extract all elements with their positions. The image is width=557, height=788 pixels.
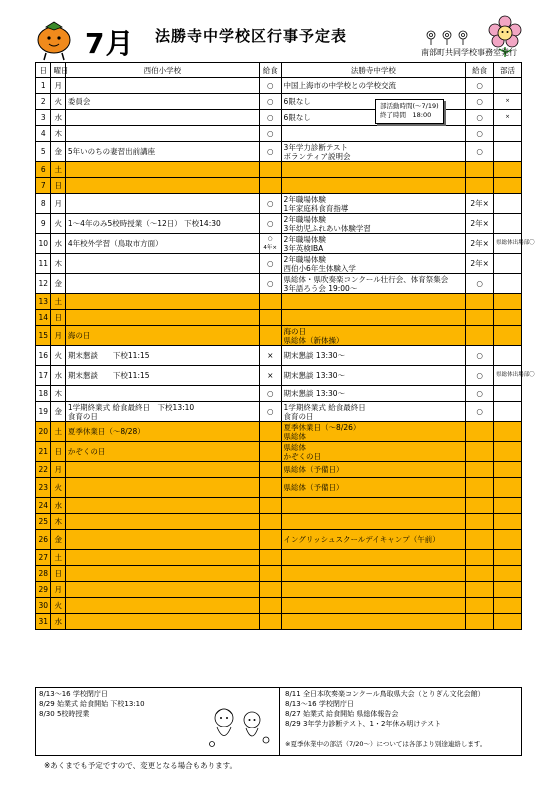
elementary-event-cell xyxy=(65,478,259,498)
junior-high-lunch-cell: ○ xyxy=(466,274,494,294)
elementary-lunch-cell xyxy=(259,514,281,530)
junior-high-lunch-cell xyxy=(466,530,494,550)
junior-high-event-cell: 期末懇談 13:30〜 xyxy=(281,386,466,402)
club-status-cell xyxy=(494,498,522,514)
junior-high-event-cell: 1学期終業式 給食最終日 食育の日 xyxy=(281,402,466,422)
table-row xyxy=(36,254,522,274)
day-cell: 18 xyxy=(36,386,51,402)
club-status-cell xyxy=(494,614,522,630)
table-row xyxy=(36,294,522,310)
junior-high-lunch-cell xyxy=(466,566,494,582)
table-row xyxy=(36,234,522,254)
elementary-event-cell: 1学期終業式 給食最終日 下校13:10 食育の日 xyxy=(65,402,259,422)
elementary-lunch-cell xyxy=(259,478,281,498)
junior-high-event-cell xyxy=(281,178,466,194)
footer-note: ※あくまでも予定ですので、変更となる場合もあります。 xyxy=(44,761,238,770)
table-row xyxy=(36,614,522,630)
weekday-cell: 土 xyxy=(51,422,65,442)
junior-high-lunch-cell: ○ xyxy=(466,386,494,402)
junior-high-lunch-cell xyxy=(466,614,494,630)
junior-high-event-cell xyxy=(281,294,466,310)
elementary-lunch-cell xyxy=(259,582,281,598)
club-status-cell: 県総体出場部〇 xyxy=(494,366,522,386)
table-row xyxy=(36,442,522,462)
elementary-event-cell: 1〜4年のみ5校時授業（〜12日） 下校14:30 xyxy=(65,214,259,234)
elementary-event-cell xyxy=(65,514,259,530)
junior-high-lunch-cell xyxy=(466,326,494,346)
note-item: 8/27 始業式 給食開始 県総体報告会 xyxy=(285,710,399,718)
junior-high-event-cell xyxy=(281,126,466,142)
weekday-cell: 水 xyxy=(51,498,65,514)
weekday-cell: 土 xyxy=(51,162,65,178)
club-status-cell xyxy=(494,78,522,94)
junior-high-event-cell xyxy=(281,566,466,582)
elementary-event-cell xyxy=(65,310,259,326)
table-row xyxy=(36,582,522,598)
table-row xyxy=(36,462,522,478)
junior-high-lunch-cell xyxy=(466,462,494,478)
club-status-cell xyxy=(494,194,522,214)
day-cell: 15 xyxy=(36,326,51,346)
day-cell: 14 xyxy=(36,310,51,326)
schedule-table xyxy=(35,62,535,630)
weekday-cell: 金 xyxy=(51,530,65,550)
club-status-cell: × xyxy=(494,110,522,126)
day-cell: 30 xyxy=(36,598,51,614)
junior-high-lunch-cell: ○ xyxy=(466,142,494,162)
junior-high-event-cell: 海の日 県総体（新体操） xyxy=(281,326,466,346)
junior-high-lunch-cell xyxy=(466,582,494,598)
day-cell: 8 xyxy=(36,194,51,214)
elementary-event-cell xyxy=(65,294,259,310)
weekday-cell: 月 xyxy=(51,326,65,346)
elementary-lunch-cell xyxy=(259,442,281,462)
elementary-event-cell xyxy=(65,582,259,598)
weekday-cell: 火 xyxy=(51,94,65,110)
junior-high-lunch-cell: ○ xyxy=(466,346,494,366)
day-cell: 16 xyxy=(36,346,51,366)
table-row xyxy=(36,422,522,442)
junior-high-event-cell xyxy=(281,614,466,630)
elementary-lunch-cell xyxy=(259,566,281,582)
table-row xyxy=(36,94,522,110)
day-cell: 26 xyxy=(36,530,51,550)
table-row xyxy=(36,514,522,530)
elementary-event-cell: 5年いのちの妻習出前講座 xyxy=(65,142,259,162)
august-notes-box xyxy=(35,687,522,756)
elementary-lunch-cell: ○ xyxy=(259,214,281,234)
elementary-event-cell xyxy=(65,386,259,402)
elementary-lunch-cell: ○ xyxy=(259,274,281,294)
elementary-lunch-cell xyxy=(259,178,281,194)
junior-high-lunch-cell xyxy=(466,478,494,498)
club-status-cell xyxy=(494,442,522,462)
table-header-row xyxy=(36,63,522,78)
junior-high-event-cell: 期末懇談 13:30〜 xyxy=(281,346,466,366)
elementary-lunch-cell xyxy=(259,162,281,178)
elementary-lunch-cell: ○ xyxy=(259,110,281,126)
weekday-cell: 火 xyxy=(51,346,65,366)
elementary-event-cell: かぞくの日 xyxy=(65,442,259,462)
weekday-cell: 火 xyxy=(51,214,65,234)
junior-high-event-cell xyxy=(281,550,466,566)
junior-high-lunch-cell: ○ xyxy=(466,366,494,386)
children-illustration-icon xyxy=(204,700,274,754)
club-status-cell xyxy=(494,142,522,162)
elementary-lunch-cell: ○ xyxy=(259,94,281,110)
elementary-event-cell xyxy=(65,126,259,142)
junior-high-lunch-cell: 2年× xyxy=(466,254,494,274)
notes-divider xyxy=(279,688,280,755)
club-status-cell xyxy=(494,402,522,422)
page-title: 法勝寺中学校区行事予定表 xyxy=(155,27,348,45)
club-status-cell xyxy=(494,598,522,614)
day-cell: 13 xyxy=(36,294,51,310)
junior-high-event-cell xyxy=(281,582,466,598)
table-row xyxy=(36,78,522,94)
elementary-lunch-cell xyxy=(259,462,281,478)
day-cell: 5 xyxy=(36,142,51,162)
club-status-cell xyxy=(494,126,522,142)
junior-high-lunch-cell xyxy=(466,550,494,566)
weekday-cell: 金 xyxy=(51,274,65,294)
junior-high-lunch-cell: 2年× xyxy=(466,194,494,214)
note-item: 8/30 5校時授業 xyxy=(39,710,90,718)
junior-high-event-cell xyxy=(281,162,466,178)
persimmon-mascot-icon xyxy=(34,18,74,62)
weekday-cell: 金 xyxy=(51,402,65,422)
table-row xyxy=(36,310,522,326)
junior-high-lunch-cell xyxy=(466,162,494,178)
elementary-lunch-cell xyxy=(259,530,281,550)
note-item: 8/13〜16 学校閉庁日 xyxy=(285,700,354,708)
club-status-cell xyxy=(494,582,522,598)
junior-high-event-cell: 県総体（予備日） xyxy=(281,478,466,498)
junior-high-event-cell: 中国上海市の中学校との学校交流 xyxy=(281,78,466,94)
junior-high-lunch-cell xyxy=(466,422,494,442)
junior-high-lunch-cell: ○ xyxy=(466,402,494,422)
junior-high-event-cell: 県総体 かぞくの日 xyxy=(281,442,466,462)
junior-high-event-cell: 2年職場体験 西伯小6年生体験入学 xyxy=(281,254,466,274)
junior-high-lunch-cell: ○ xyxy=(466,126,494,142)
elementary-event-cell xyxy=(65,78,259,94)
club-status-cell xyxy=(494,566,522,582)
weekday-cell: 水 xyxy=(51,366,65,386)
weekday-cell: 水 xyxy=(51,614,65,630)
table-row xyxy=(36,126,522,142)
junior-high-lunch-cell xyxy=(466,598,494,614)
weekday-cell: 木 xyxy=(51,386,65,402)
club-status-cell xyxy=(494,386,522,402)
note-item: 8/11 全日本吹奏楽コンクール鳥取県大会（とりぎん文化会館） xyxy=(285,690,485,698)
junior-high-lunch-cell xyxy=(466,294,494,310)
elementary-event-cell xyxy=(65,550,259,566)
elementary-event-cell xyxy=(65,498,259,514)
junior-high-event-cell: 県総体・県吹奏楽コンクール壮行会、体育祭集会 3年語ろう会 19:00〜 xyxy=(281,274,466,294)
junior-high-lunch-cell xyxy=(466,442,494,462)
callout-line-2: 終了時間 18:00 xyxy=(380,111,432,119)
elementary-lunch-cell xyxy=(259,614,281,630)
day-cell: 11 xyxy=(36,254,51,274)
col-header-weekday: 曜日 xyxy=(51,63,65,78)
table-row xyxy=(36,402,522,422)
elementary-event-cell xyxy=(65,530,259,550)
club-hours-callout xyxy=(375,99,444,124)
note-item: 8/13〜16 学校閉庁日 xyxy=(39,690,108,698)
elementary-lunch-cell: ○ xyxy=(259,402,281,422)
junior-high-event-cell xyxy=(281,498,466,514)
day-cell: 4 xyxy=(36,126,51,142)
club-status-cell xyxy=(494,550,522,566)
day-cell: 25 xyxy=(36,514,51,530)
table-row xyxy=(36,274,522,294)
day-cell: 21 xyxy=(36,442,51,462)
issuer-label: 南部町共同学校事務室発行 xyxy=(421,48,517,57)
day-cell: 12 xyxy=(36,274,51,294)
weekday-cell: 日 xyxy=(51,566,65,582)
junior-high-event-cell: 県総体（予備日） xyxy=(281,462,466,478)
table-row xyxy=(36,386,522,402)
weekday-cell: 水 xyxy=(51,110,65,126)
elementary-event-cell: 委員会 xyxy=(65,94,259,110)
elementary-lunch-cell: × xyxy=(259,366,281,386)
elementary-lunch-cell xyxy=(259,326,281,346)
day-cell: 10 xyxy=(36,234,51,254)
day-cell: 17 xyxy=(36,366,51,386)
notes-right xyxy=(285,689,485,729)
day-cell: 24 xyxy=(36,498,51,514)
weekday-cell: 木 xyxy=(51,514,65,530)
weekday-cell: 月 xyxy=(51,194,65,214)
weekday-cell: 水 xyxy=(51,234,65,254)
elementary-lunch-cell: ○ 4年× xyxy=(259,234,281,254)
callout-line-1: 部活動時間(〜7/19) xyxy=(380,102,439,110)
table-row xyxy=(36,162,522,178)
table-row xyxy=(36,142,522,162)
elementary-lunch-cell xyxy=(259,294,281,310)
elementary-lunch-cell: × xyxy=(259,346,281,366)
club-status-cell xyxy=(494,310,522,326)
junior-high-event-cell: イングリッシュスクールデイキャンプ（午前） xyxy=(281,530,466,550)
weekday-cell: 日 xyxy=(51,442,65,462)
elementary-lunch-cell xyxy=(259,598,281,614)
day-cell: 1 xyxy=(36,78,51,94)
junior-high-event-cell xyxy=(281,310,466,326)
elementary-event-cell xyxy=(65,162,259,178)
table-row xyxy=(36,598,522,614)
table-row xyxy=(36,530,522,550)
col-header-lunch-elementary: 給食 xyxy=(259,63,281,78)
elementary-lunch-cell xyxy=(259,550,281,566)
day-cell: 7 xyxy=(36,178,51,194)
note-item: 8/29 3年学力診断テスト、1・2年休み明けテスト xyxy=(285,720,442,728)
weekday-cell: 日 xyxy=(51,178,65,194)
elementary-event-cell xyxy=(65,110,259,126)
day-cell: 29 xyxy=(36,582,51,598)
day-cell: 6 xyxy=(36,162,51,178)
elementary-event-cell: 海の日 xyxy=(65,326,259,346)
weekday-cell: 火 xyxy=(51,598,65,614)
club-status-cell xyxy=(494,294,522,310)
table-row xyxy=(36,550,522,566)
day-cell: 9 xyxy=(36,214,51,234)
club-status-cell xyxy=(494,254,522,274)
notes-left xyxy=(39,689,145,719)
elementary-lunch-cell: ○ xyxy=(259,126,281,142)
elementary-event-cell xyxy=(65,598,259,614)
junior-high-event-cell: 6限なし xyxy=(281,94,466,110)
weekday-cell: 月 xyxy=(51,78,65,94)
club-status-cell xyxy=(494,422,522,442)
table-row xyxy=(36,498,522,514)
table-row xyxy=(36,478,522,498)
elementary-event-cell: 期末懇談 下校11:15 xyxy=(65,346,259,366)
club-status-cell xyxy=(494,346,522,366)
junior-high-event-cell: 2年職場体験 3年英検IBA xyxy=(281,234,466,254)
junior-high-event-cell xyxy=(281,514,466,530)
table-row xyxy=(36,566,522,582)
day-cell: 19 xyxy=(36,402,51,422)
junior-high-lunch-cell: ○ xyxy=(466,94,494,110)
table-row xyxy=(36,346,522,366)
col-header-hoshoji-junior-high: 法勝寺中学校 xyxy=(281,63,466,78)
club-status-cell xyxy=(494,514,522,530)
table-row xyxy=(36,214,522,234)
day-cell: 3 xyxy=(36,110,51,126)
weekday-cell: 金 xyxy=(51,142,65,162)
weekday-cell: 土 xyxy=(51,294,65,310)
month-label: 7月 xyxy=(85,27,135,60)
elementary-event-cell: 4年校外学習（鳥取市方面） xyxy=(65,234,259,254)
elementary-event-cell: 期末懇談 下校11:15 xyxy=(65,366,259,386)
weekday-cell: 日 xyxy=(51,310,65,326)
note-item: 8/29 始業式 給食開始 下校13:10 xyxy=(39,700,145,708)
club-status-cell xyxy=(494,478,522,498)
junior-high-lunch-cell xyxy=(466,310,494,326)
col-header-day: 日 xyxy=(36,63,51,78)
table-row xyxy=(36,366,522,386)
col-header-lunch-junior-high: 給食 xyxy=(466,63,494,78)
elementary-lunch-cell xyxy=(259,310,281,326)
elementary-event-cell xyxy=(65,462,259,478)
elementary-event-cell xyxy=(65,274,259,294)
club-status-cell xyxy=(494,162,522,178)
junior-high-event-cell: 3年学力診断テスト ボランティア説明会 xyxy=(281,142,466,162)
elementary-lunch-cell: ○ xyxy=(259,194,281,214)
junior-high-lunch-cell: 2年× xyxy=(466,214,494,234)
club-status-cell xyxy=(494,462,522,478)
junior-high-lunch-cell: ○ xyxy=(466,78,494,94)
elementary-event-cell xyxy=(65,566,259,582)
table-row xyxy=(36,194,522,214)
day-cell: 22 xyxy=(36,462,51,478)
junior-high-event-cell: 2年職場体験 1年家庭科食育指導 xyxy=(281,194,466,214)
weekday-cell: 月 xyxy=(51,462,65,478)
elementary-event-cell xyxy=(65,254,259,274)
club-notice: ※夏季休業中の部活（7/20〜）については各部より別途連絡します。 xyxy=(285,740,487,748)
table-row xyxy=(36,110,522,126)
weekday-cell: 木 xyxy=(51,126,65,142)
flowers-icon xyxy=(424,29,470,45)
club-status-cell xyxy=(494,178,522,194)
day-cell: 20 xyxy=(36,422,51,442)
junior-high-event-cell: 6限なし xyxy=(281,110,466,126)
page-header xyxy=(0,0,557,62)
elementary-lunch-cell: ○ xyxy=(259,386,281,402)
elementary-lunch-cell: ○ xyxy=(259,78,281,94)
junior-high-event-cell: 2年職場体験 3年幼児ふれあい体験学習 xyxy=(281,214,466,234)
club-status-cell: 県総体出場部〇 xyxy=(494,234,522,254)
weekday-cell: 月 xyxy=(51,582,65,598)
elementary-lunch-cell xyxy=(259,498,281,514)
table-row xyxy=(36,326,522,346)
club-status-cell xyxy=(494,214,522,234)
day-cell: 28 xyxy=(36,566,51,582)
club-status-cell xyxy=(494,530,522,550)
junior-high-lunch-cell xyxy=(466,514,494,530)
table-row xyxy=(36,178,522,194)
junior-high-lunch-cell: ○ xyxy=(466,110,494,126)
club-status-cell: × xyxy=(494,94,522,110)
elementary-event-cell xyxy=(65,178,259,194)
junior-high-event-cell: 夏季休業日（〜8/26） 県総体 xyxy=(281,422,466,442)
elementary-event-cell: 夏季休業日（〜8/28） xyxy=(65,422,259,442)
junior-high-event-cell xyxy=(281,598,466,614)
elementary-event-cell xyxy=(65,614,259,630)
elementary-lunch-cell xyxy=(259,422,281,442)
day-cell: 2 xyxy=(36,94,51,110)
junior-high-lunch-cell: 2年× xyxy=(466,234,494,254)
elementary-event-cell xyxy=(65,194,259,214)
day-cell: 31 xyxy=(36,614,51,630)
col-header-saihaku-elementary: 西伯小学校 xyxy=(65,63,259,78)
col-header-club: 部活 xyxy=(494,63,522,78)
club-status-cell xyxy=(494,274,522,294)
day-cell: 23 xyxy=(36,478,51,498)
weekday-cell: 火 xyxy=(51,478,65,498)
junior-high-event-cell: 期末懇談 13:30〜 xyxy=(281,366,466,386)
club-status-cell xyxy=(494,326,522,346)
junior-high-lunch-cell xyxy=(466,498,494,514)
elementary-lunch-cell: ○ xyxy=(259,142,281,162)
day-cell: 27 xyxy=(36,550,51,566)
elementary-lunch-cell: ○ xyxy=(259,254,281,274)
weekday-cell: 木 xyxy=(51,254,65,274)
weekday-cell: 土 xyxy=(51,550,65,566)
junior-high-lunch-cell xyxy=(466,178,494,194)
